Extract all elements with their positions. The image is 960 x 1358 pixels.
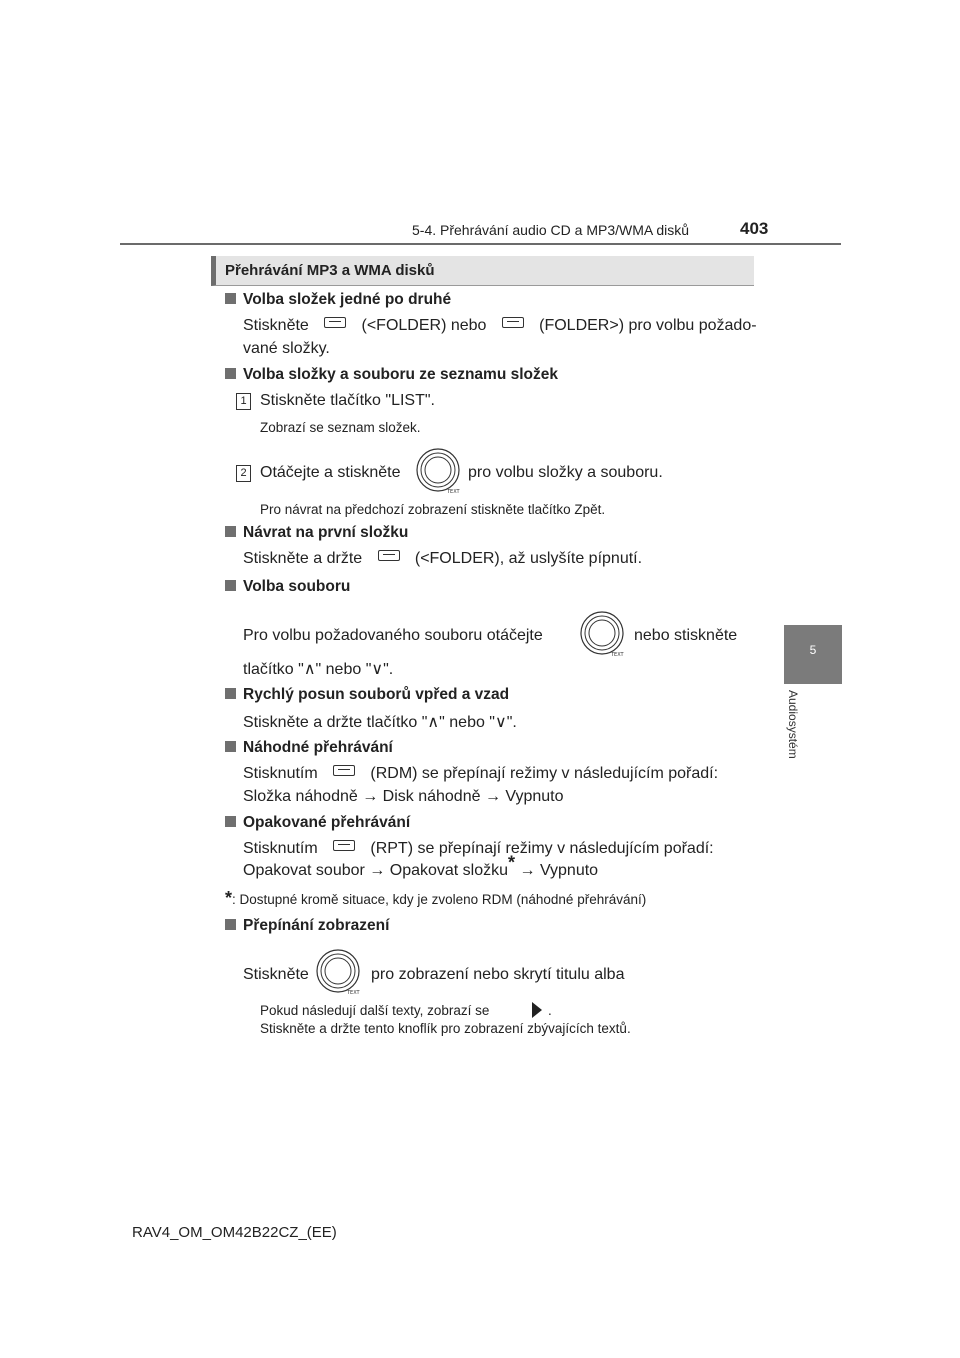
square-bullet-icon — [225, 368, 236, 379]
folder-next-button-icon — [502, 317, 524, 328]
step-1-text: Stiskněte tlačítko "LIST". — [260, 392, 435, 409]
note-more-text-b: . — [548, 1003, 552, 1018]
heading-display-switch: Přepínání zobrazení — [225, 917, 389, 935]
svg-text:TEXT: TEXT — [347, 990, 360, 996]
paragraph-repeat-play: Stisknutím (RPT) se přepínají režimy v následujícím pořadí: — [243, 840, 714, 857]
square-bullet-icon — [225, 293, 236, 304]
step-1-badge: 1 — [236, 393, 251, 410]
page-number: 403 — [740, 219, 769, 238]
folder-prev-button-icon — [324, 317, 346, 328]
step-2-badge: 2 — [236, 465, 251, 482]
text-knob-icon — [314, 948, 364, 996]
rpt-button-icon — [333, 840, 355, 851]
paragraph-repeat-order: Opakovat soubor → Opakovat složku* → Vypnuto — [243, 852, 599, 879]
note-more-text-c: Stiskněte a držte tento knoflík pro zobrazení zbývajících textů. — [260, 1021, 631, 1036]
chapter-label: Audiosystém — [786, 690, 800, 759]
heading-first-folder: Návrat na první složku — [225, 524, 408, 542]
paragraph-random-order: Složka náhodně → Disk náhodně → Vypnuto — [243, 788, 564, 805]
step-2-note: Pro návrat na předchozí zobrazení stiskněte tlačítko Zpět. — [260, 502, 606, 517]
svg-text:TEXT: TEXT — [611, 652, 624, 658]
square-bullet-icon — [225, 919, 236, 930]
svg-text:TEXT: TEXT — [447, 489, 460, 495]
square-bullet-icon — [225, 816, 236, 827]
text-knob-icon — [578, 610, 628, 658]
step-2-text-b: pro volbu složky a souboru. — [468, 464, 663, 481]
paragraph-folder-select: Stiskněte (<FOLDER) nebo (FOLDER>) pro volbu požado- — [243, 317, 757, 334]
paragraph-display-switch-b: pro zobrazení nebo skrytí titulu alba — [371, 966, 625, 983]
running-header: 5-4. Přehrávání audio CD a MP3/WMA disků — [412, 222, 690, 238]
square-bullet-icon — [225, 526, 236, 537]
section-title: Přehrávání MP3 a WMA disků — [225, 262, 435, 279]
paragraph-random-play: Stisknutím (RDM) se přepínají režimy v následujícím pořadí: — [243, 765, 719, 782]
heading-list-select: Volba složky a souboru ze seznamu složek — [225, 366, 558, 384]
paragraph-fast-seek: Stiskněte a držte tlačítko "∧" nebo "∨". — [243, 714, 517, 731]
chapter-tab — [784, 625, 842, 684]
paragraph-file-select-a: Pro volbu požadovaného souboru otáčejte — [243, 627, 543, 644]
text-knob-icon — [414, 447, 464, 495]
section-bar — [211, 256, 754, 286]
paragraph-display-switch-a: Stiskněte — [243, 966, 309, 983]
rdm-button-icon — [333, 765, 355, 776]
paragraph-file-select-c: tlačítko "∧" nebo "∨". — [243, 661, 394, 678]
square-bullet-icon — [225, 741, 236, 752]
step-1-note: Zobrazí se seznam složek. — [260, 420, 421, 435]
footnote: *: Dostupné kromě situace, kdy je zvoleno RDM (náhodné přehrávání) — [225, 888, 647, 908]
square-bullet-icon — [225, 688, 236, 699]
square-bullet-icon — [225, 580, 236, 591]
paragraph-first-folder: Stiskněte a držte (<FOLDER), až uslyšíte pípnutí. — [243, 550, 643, 567]
heading-random-play: Náhodné přehrávání — [225, 739, 393, 757]
heading-fast-seek: Rychlý posun souborů vpřed a vzad — [225, 686, 509, 704]
chapter-number: 5 — [809, 643, 817, 657]
heading-folder-select: Volba složek jedné po druhé — [225, 291, 451, 309]
paragraph-file-select-b: nebo stiskněte — [634, 627, 738, 644]
document-code: RAV4_OM_OM42B22CZ_(EE) — [132, 1224, 337, 1241]
note-more-text-a: Pokud následují další texty, zobrazí se — [260, 1003, 490, 1018]
heading-repeat-play: Opakované přehrávání — [225, 814, 410, 832]
step-2-text-a: Otáčejte a stiskněte — [260, 464, 401, 481]
folder-prev-button-icon — [378, 550, 400, 561]
paragraph-folder-select-cont: vané složky. — [243, 340, 330, 357]
heading-file-select: Volba souboru — [225, 578, 350, 596]
header-rule — [120, 243, 841, 245]
play-arrow-icon — [530, 1001, 544, 1019]
